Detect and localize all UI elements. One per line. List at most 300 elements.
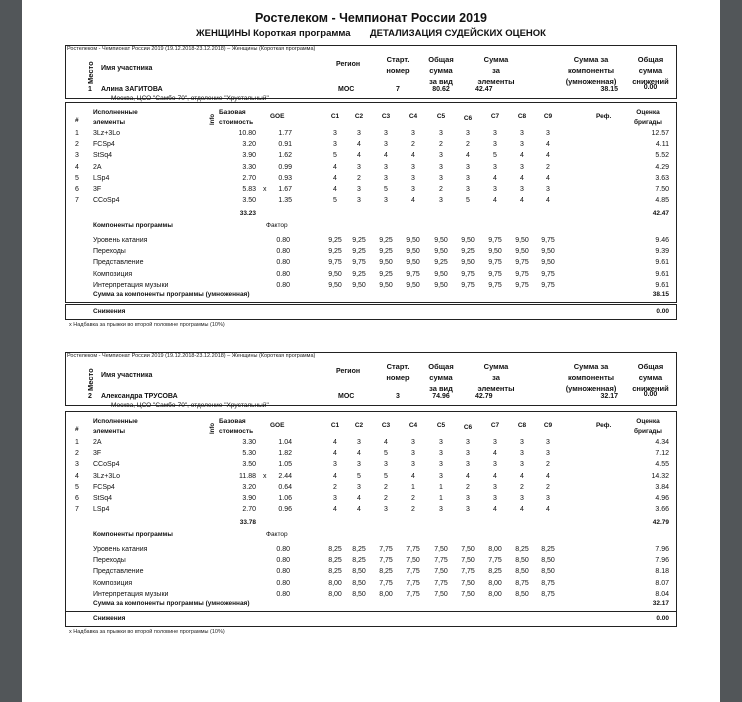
- judge-component-c6: 7,50: [461, 590, 475, 598]
- judge-component-c4: 9,50: [406, 259, 420, 267]
- judge-goe-c6: 3: [466, 461, 470, 469]
- judge-goe-c7: 4: [493, 472, 497, 480]
- component-name: Композиция: [93, 270, 133, 278]
- component-row: [66, 259, 676, 270]
- judge-goe-c7: 5: [493, 152, 497, 160]
- component-panel-score: 7.96: [655, 557, 669, 565]
- judge-goe-c9: 2: [546, 483, 550, 491]
- judge-component-c1: 8,25: [328, 568, 342, 576]
- judge-goe-c3: 2: [384, 495, 388, 502]
- element-info: x: [263, 472, 267, 480]
- judge-goe-c8: 4: [520, 152, 524, 160]
- component-panel-score: 7.96: [655, 546, 669, 553]
- element-base-value: 3.50: [242, 197, 256, 205]
- element-goe: 1.35: [278, 197, 292, 205]
- judge-component-c2: 8,25: [352, 557, 366, 565]
- element-number-header: #: [75, 426, 79, 433]
- judge-goe-c5: 3: [439, 152, 443, 160]
- judge-goe-c8: 4: [520, 174, 524, 182]
- element-number: 7: [75, 197, 79, 205]
- skater-summary-box: [65, 352, 677, 409]
- goe-header: GOE: [270, 113, 285, 120]
- component-name: Переходы: [93, 557, 126, 565]
- judge-goe-c2: 3: [357, 163, 361, 171]
- skater-club: Москва, ЦСО "Самбо-70", отделение "Хрустальный": [111, 95, 269, 102]
- judge-goe-c6: 3: [466, 186, 470, 193]
- judge-component-c8: 8,50: [515, 568, 529, 576]
- judge-component-c6: 9,50: [461, 237, 475, 244]
- judge-goe-c8: 3: [520, 141, 524, 149]
- element-number: 5: [75, 483, 79, 491]
- judge-component-c1: 8,00: [328, 590, 342, 598]
- element-row: [66, 175, 676, 186]
- event-line: Ростелеком - Чемпионат России 2019 (19.12.2018-23.12.2018) – Женщины (Короткая программа): [67, 46, 316, 52]
- judge-goe-c2: 3: [357, 461, 361, 469]
- skater-deductions: 0.00: [643, 84, 658, 91]
- judge-component-c3: 9,50: [379, 259, 393, 267]
- tes-total: 42.47: [652, 210, 669, 217]
- document-subtitle: [22, 28, 720, 39]
- judge-component-c3: 9,25: [379, 248, 393, 256]
- element-row: [66, 473, 676, 484]
- component-name: Уровень катания: [93, 237, 148, 244]
- judge-component-c5: 9,25: [434, 259, 448, 267]
- judge-goe-c3: 3: [384, 163, 388, 171]
- judge-goe-c5: 3: [439, 163, 443, 171]
- name-header: Имя участника: [101, 372, 153, 379]
- element-name: LSp4: [93, 506, 110, 514]
- judge-component-c1: 9,25: [328, 237, 342, 244]
- judge-goe-c8: 3: [520, 439, 524, 446]
- pcs-header: Сумма за компоненты (умноженная): [565, 55, 617, 86]
- judge-goe-c9: 3: [546, 495, 550, 502]
- component-panel-score: 9.46: [655, 237, 669, 244]
- judge-component-c6: 9,25: [461, 248, 475, 256]
- judge-goe-c5: 3: [439, 461, 443, 469]
- element-number: 3: [75, 152, 79, 160]
- element-row: [66, 152, 676, 163]
- judges-details-box: [65, 411, 677, 612]
- deductions-header: Общая сумма снижений: [632, 55, 669, 86]
- element-name: 2A: [93, 163, 102, 171]
- component-name: Переходы: [93, 248, 126, 256]
- judge-component-c7: 8,00: [488, 590, 502, 598]
- element-goe: 1.06: [278, 495, 292, 502]
- judge-header-c3: C3: [381, 422, 391, 429]
- judge-goe-c1: 3: [333, 461, 337, 469]
- element-panel-score: 5.52: [655, 152, 669, 160]
- region-header: Регион: [336, 368, 361, 375]
- judge-goe-c9: 3: [546, 439, 550, 446]
- skater-region: МОС: [338, 86, 355, 93]
- component-name: Интерпретация музыки: [93, 281, 169, 289]
- judge-component-c5: 9,50: [434, 281, 448, 289]
- judge-component-c3: 7,75: [379, 557, 393, 565]
- judge-component-c7: 8,25: [488, 568, 502, 576]
- element-panel-score: 12.57: [651, 130, 669, 137]
- judge-goe-c4: 3: [411, 163, 415, 171]
- judge-component-c1: 8,25: [328, 546, 342, 553]
- element-number: 2: [75, 141, 79, 149]
- judge-goe-c1: 3: [333, 495, 337, 502]
- element-panel-score: 4.85: [655, 197, 669, 205]
- factor-header: Фактор: [266, 222, 288, 229]
- judge-component-c5: 7,75: [434, 557, 448, 565]
- judge-goe-c3: 5: [384, 186, 388, 193]
- judge-goe-c6: 4: [466, 472, 470, 480]
- judge-goe-c7: 3: [493, 439, 497, 446]
- judge-goe-c9: 4: [546, 506, 550, 514]
- judge-component-c2: 9,75: [352, 259, 366, 267]
- judge-header-c8: C8: [517, 113, 527, 120]
- judge-component-c8: 9,75: [515, 259, 529, 267]
- judge-component-c4: 7,75: [406, 546, 420, 553]
- judge-component-c3: 8,25: [379, 568, 393, 576]
- judge-component-c3: 7,75: [379, 579, 393, 587]
- judge-goe-c6: 5: [466, 197, 470, 205]
- component-name: Интерпретация музыки: [93, 590, 169, 598]
- judge-component-c4: 9,75: [406, 270, 420, 278]
- judge-goe-c3: 3: [384, 130, 388, 137]
- component-row: [66, 271, 676, 282]
- element-panel-score: 7.12: [655, 450, 669, 458]
- judge-component-c6: 9,75: [461, 270, 475, 278]
- deductions-total: 0.00: [656, 308, 669, 315]
- component-row: [66, 546, 676, 557]
- judge-component-c7: 9,75: [488, 259, 502, 267]
- element-row: [66, 506, 676, 517]
- deductions-header: Общая сумма снижений: [632, 362, 669, 393]
- skater-place: 2: [88, 393, 92, 400]
- element-name: FCSp4: [93, 483, 115, 491]
- judge-component-c1: 9,50: [328, 270, 342, 278]
- judge-goe-c5: 3: [439, 130, 443, 137]
- judge-goe-c4: 3: [411, 439, 415, 446]
- judge-component-c9: 9,50: [541, 259, 555, 267]
- element-goe: 0.99: [278, 163, 292, 171]
- element-row: [66, 164, 676, 175]
- judge-goe-c7: 4: [493, 197, 497, 205]
- judge-goe-c7: 3: [493, 461, 497, 469]
- judge-component-c8: 8,50: [515, 590, 529, 598]
- component-name: Уровень катания: [93, 546, 148, 553]
- judge-goe-c9: 3: [546, 450, 550, 458]
- element-row: [66, 141, 676, 152]
- judge-component-c2: 9,25: [352, 237, 366, 244]
- judge-component-c4: 7,75: [406, 590, 420, 598]
- judge-component-c3: 9,50: [379, 281, 393, 289]
- judge-header-c6: C6: [463, 424, 473, 431]
- element-name: 3F: [93, 450, 102, 458]
- element-name: 3Lz+3Lo: [93, 130, 121, 137]
- skater-tes: 42.79: [475, 393, 493, 400]
- judge-goe-c5: 3: [439, 450, 443, 458]
- start-number-header: Старт. номер: [386, 362, 410, 382]
- judge-header-c5: C5: [436, 422, 446, 429]
- judge-goe-c4: 3: [411, 450, 415, 458]
- judge-goe-c4: 3: [411, 130, 415, 137]
- judge-goe-c3: 5: [384, 450, 388, 458]
- element-number-header: #: [75, 117, 79, 124]
- element-goe: 1.05: [278, 461, 292, 469]
- judge-component-c2: 8,50: [352, 568, 366, 576]
- component-factor: 0.80: [276, 546, 290, 553]
- referee-header: Реф.: [596, 422, 612, 429]
- judge-component-c9: 8,50: [541, 568, 555, 576]
- judge-component-c7: 9,50: [488, 248, 502, 256]
- element-number: 7: [75, 506, 79, 514]
- component-factor: 0.80: [276, 568, 290, 576]
- judge-header-c4: C4: [408, 422, 418, 429]
- judge-component-c9: 9,75: [541, 281, 555, 289]
- total-score-header: Общая сумма за вид: [428, 55, 454, 86]
- judge-goe-c8: 3: [520, 186, 524, 193]
- judge-goe-c9: 2: [546, 461, 550, 469]
- skater-tes: 42.47: [475, 86, 493, 93]
- component-factor: 0.80: [276, 237, 290, 244]
- element-number: 5: [75, 174, 79, 182]
- judge-component-c7: 8,00: [488, 546, 502, 553]
- component-name: Композиция: [93, 579, 133, 587]
- judge-component-c1: 8,25: [328, 557, 342, 565]
- element-info: x: [263, 186, 267, 193]
- component-panel-score: 8.07: [655, 579, 669, 587]
- element-name: CCoSp4: [93, 197, 120, 205]
- judge-goe-c6: 2: [466, 483, 470, 491]
- judge-goe-c5: 2: [439, 186, 443, 193]
- judge-component-c6: 7,50: [461, 579, 475, 587]
- element-number: 2: [75, 450, 79, 458]
- judge-goe-c9: 4: [546, 197, 550, 205]
- judge-header-c5: C5: [436, 113, 446, 120]
- judge-component-c9: 9,75: [541, 270, 555, 278]
- judge-component-c7: 9,75: [488, 270, 502, 278]
- judge-goe-c9: 3: [546, 186, 550, 193]
- element-panel-score: 4.34: [655, 439, 669, 446]
- judge-goe-c8: 3: [520, 450, 524, 458]
- judge-goe-c4: 2: [411, 506, 415, 514]
- judge-goe-c4: 4: [411, 197, 415, 205]
- judge-goe-c6: 3: [466, 174, 470, 182]
- element-base-value: 3.90: [242, 152, 256, 160]
- judge-component-c2: 9,50: [352, 281, 366, 289]
- judge-component-c7: 7,75: [488, 557, 502, 565]
- judge-component-c4: 9,50: [406, 248, 420, 256]
- judge-component-c2: 8,50: [352, 590, 366, 598]
- element-goe: 0.96: [278, 506, 292, 514]
- judge-goe-c3: 3: [384, 141, 388, 149]
- judge-goe-c4: 3: [411, 461, 415, 469]
- judge-goe-c3: 3: [384, 461, 388, 469]
- judge-header-c2: C2: [354, 113, 364, 120]
- tes-total: 42.79: [652, 519, 669, 526]
- judge-goe-c1: 4: [333, 186, 337, 193]
- judge-goe-c6: 3: [466, 450, 470, 458]
- element-goe: 1.82: [278, 450, 292, 458]
- component-factor: 0.80: [276, 281, 290, 289]
- judge-goe-c2: 3: [357, 439, 361, 446]
- judge-goe-c4: 3: [411, 174, 415, 182]
- judge-goe-c5: 3: [439, 506, 443, 514]
- judge-goe-c7: 3: [493, 163, 497, 171]
- judge-goe-c3: 2: [384, 483, 388, 491]
- judge-goe-c8: 4: [520, 472, 524, 480]
- judge-goe-c8: 3: [520, 495, 524, 502]
- base-value-header: Базовая стоимость: [219, 109, 254, 126]
- element-goe: 1.04: [278, 439, 292, 446]
- place-header: Место: [86, 368, 95, 391]
- subtitle-report-type: ДЕТАЛИЗАЦИЯ СУДЕЙСКИХ ОЦЕНОК: [369, 28, 546, 39]
- element-name: 3Lz+3Lo: [93, 472, 121, 480]
- judge-header-c7: C7: [490, 113, 500, 120]
- judge-component-c5: 7,50: [434, 590, 448, 598]
- region-header: Регион: [336, 61, 361, 68]
- judge-goe-c6: 3: [466, 163, 470, 171]
- judge-component-c9: 8,75: [541, 579, 555, 587]
- element-base-value: 3.50: [242, 461, 256, 469]
- judge-goe-c3: 3: [384, 506, 388, 514]
- judge-component-c9: 9,50: [541, 248, 555, 256]
- judge-component-c8: 8,25: [515, 546, 529, 553]
- deductions-box: [65, 304, 677, 320]
- element-panel-score: 7.50: [655, 186, 669, 193]
- judge-component-c9: 9,75: [541, 237, 555, 244]
- element-panel-score: 14.32: [651, 472, 669, 480]
- judge-component-c1: 9,25: [328, 248, 342, 256]
- info-header: Info: [210, 114, 216, 125]
- judge-header-c2: C2: [354, 422, 364, 429]
- panel-score-header: Оценка бригады: [634, 109, 662, 126]
- component-panel-score: 9.61: [655, 259, 669, 267]
- judge-component-c1: 8,00: [328, 579, 342, 587]
- skater-total-score: 80.62: [432, 86, 450, 93]
- skater-region: МОС: [338, 393, 355, 400]
- judge-component-c6: 7,50: [461, 557, 475, 565]
- judge-goe-c1: 4: [333, 163, 337, 171]
- judge-component-c2: 8,50: [352, 579, 366, 587]
- element-panel-score: 3.63: [655, 174, 669, 182]
- element-row: [66, 439, 676, 450]
- pdf-page: [22, 0, 720, 702]
- document-title: Ростелеком - Чемпионат России 2019: [254, 11, 487, 25]
- judge-goe-c8: 4: [520, 506, 524, 514]
- total-score-header: Общая сумма за вид: [428, 362, 454, 393]
- judge-goe-c2: 3: [357, 483, 361, 491]
- judge-component-c2: 8,25: [352, 546, 366, 553]
- tes-header: Сумма за элементы: [477, 362, 515, 393]
- judge-component-c9: 8,50: [541, 557, 555, 565]
- judge-goe-c3: 3: [384, 174, 388, 182]
- start-number-header: Старт. номер: [386, 55, 410, 75]
- element-name: CCoSp4: [93, 461, 120, 469]
- element-panel-score: 4.96: [655, 495, 669, 502]
- element-number: 6: [75, 495, 79, 502]
- judge-header-c3: C3: [381, 113, 391, 120]
- element-number: 1: [75, 439, 79, 446]
- element-goe: 1.67: [278, 186, 292, 193]
- judge-goe-c6: 2: [466, 141, 470, 149]
- component-row: [66, 557, 676, 568]
- element-goe: 2.44: [278, 472, 292, 480]
- element-panel-score: 3.66: [655, 506, 669, 514]
- judge-goe-c4: 1: [411, 483, 415, 491]
- element-panel-score: 4.11: [655, 141, 669, 149]
- judge-goe-c2: 4: [357, 450, 361, 458]
- judge-component-c2: 9,25: [352, 248, 366, 256]
- element-name: StSq4: [93, 152, 113, 160]
- judge-component-c4: 9,50: [406, 237, 420, 244]
- judge-goe-c8: 3: [520, 130, 524, 137]
- component-factor: 0.80: [276, 557, 290, 565]
- judge-goe-c2: 3: [357, 197, 361, 205]
- judge-component-c3: 9,25: [379, 270, 393, 278]
- element-base-value: 11.88: [239, 472, 256, 480]
- skater-start-number: 3: [396, 393, 400, 400]
- judge-header-c6: C6: [463, 115, 473, 122]
- element-number: 1: [75, 130, 79, 137]
- judge-goe-c7: 4: [493, 450, 497, 458]
- element-row: [66, 484, 676, 495]
- judge-goe-c1: 4: [333, 174, 337, 182]
- judge-goe-c4: 2: [411, 495, 415, 502]
- judge-goe-c9: 4: [546, 174, 550, 182]
- element-base-value: 2.70: [242, 506, 256, 514]
- judge-goe-c3: 5: [384, 472, 388, 480]
- judge-component-c6: 7,75: [461, 568, 475, 576]
- judge-goe-c5: 3: [439, 439, 443, 446]
- element-name: FCSp4: [93, 141, 115, 149]
- element-name: LSp4: [93, 174, 110, 182]
- base-value-total: 33.23: [239, 210, 256, 217]
- judge-goe-c3: 4: [384, 439, 388, 446]
- element-base-value: 5.83: [242, 186, 256, 193]
- element-row: [66, 450, 676, 461]
- judge-goe-c8: 4: [520, 197, 524, 205]
- judge-component-c6: 9,50: [461, 259, 475, 267]
- element-name: 2A: [93, 439, 102, 446]
- judge-component-c8: 8,75: [515, 579, 529, 587]
- judge-header-c4: C4: [408, 113, 418, 120]
- component-row: [66, 580, 676, 591]
- component-panel-score: 9.61: [655, 270, 669, 278]
- judge-goe-c3: 3: [384, 197, 388, 205]
- skater-pcs: 38.15: [600, 86, 618, 93]
- pcs-header: Сумма за компоненты (умноженная): [565, 362, 617, 393]
- deductions-label: Снижения: [93, 308, 126, 315]
- judge-goe-c9: 3: [546, 130, 550, 137]
- component-row: [66, 568, 676, 579]
- element-base-value: 3.20: [242, 483, 256, 491]
- skater-summary-box: [65, 45, 677, 102]
- skater-place: 1: [88, 86, 92, 93]
- skater-club: Москва, ЦСО "Самбо-70", отделение "Хрустальный": [111, 402, 269, 409]
- judge-goe-c2: 3: [357, 130, 361, 137]
- judge-goe-c2: 5: [357, 472, 361, 480]
- judge-goe-c5: 2: [439, 141, 443, 149]
- element-row: [66, 186, 676, 197]
- place-header: Место: [86, 61, 95, 84]
- judge-goe-c1: 4: [333, 472, 337, 480]
- referee-header: Реф.: [596, 113, 612, 120]
- element-base-value: 3.30: [242, 163, 256, 171]
- judge-goe-c2: 4: [357, 495, 361, 502]
- component-name: Представление: [93, 568, 144, 576]
- judge-goe-c6: 3: [466, 506, 470, 514]
- judge-goe-c1: 3: [333, 141, 337, 149]
- element-base-value: 5.30: [242, 450, 256, 458]
- judge-goe-c6: 3: [466, 495, 470, 502]
- elements-header: Исполненные элементы: [93, 109, 138, 126]
